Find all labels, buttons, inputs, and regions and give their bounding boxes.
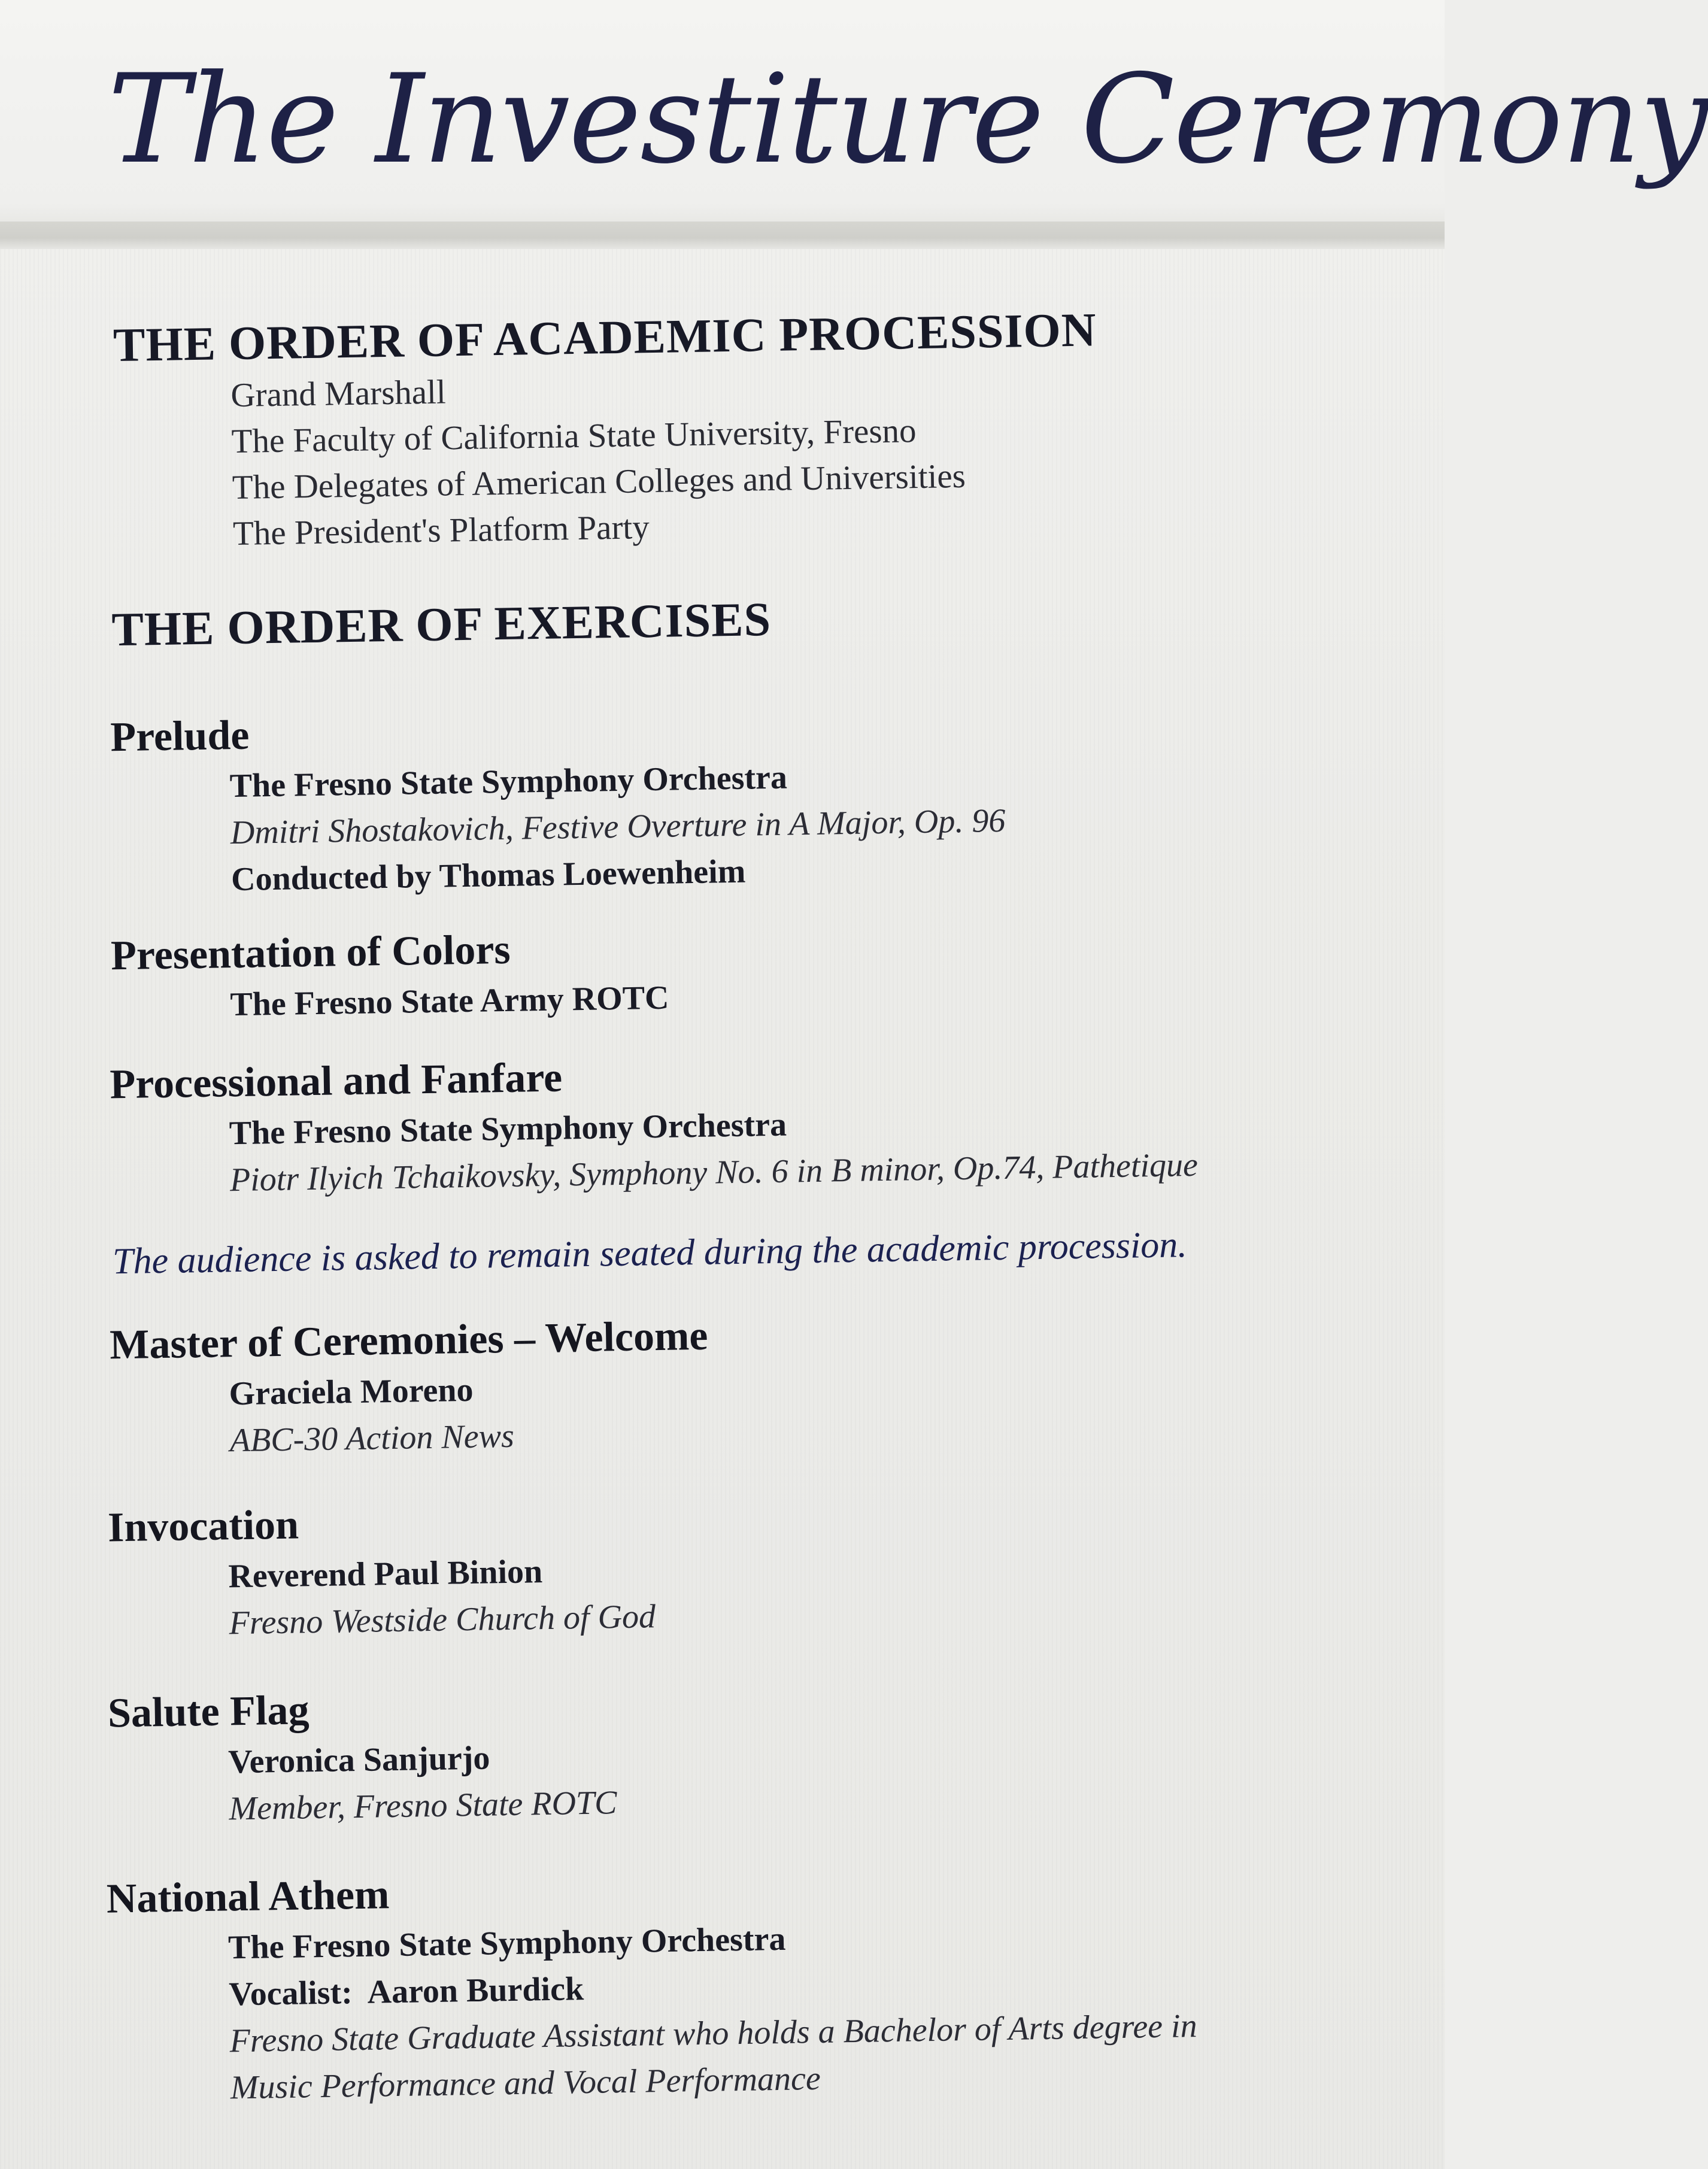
salute-name: Veronica Sanjurjo [227, 1739, 490, 1781]
procession-item: Grand Marshall [230, 373, 447, 415]
audience-note: The audience is asked to remain seated during the academic procession. [112, 1224, 1188, 1282]
invocation-affiliation: Fresno Westside Church of God [229, 1598, 656, 1642]
procession-heading: THE ORDER OF ACADEMIC PROCESSION [113, 304, 1097, 372]
welcome-section [110, 1309, 710, 1466]
welcome-affiliation: ABC-30 Action News [229, 1417, 515, 1460]
colors-section [110, 921, 669, 1030]
anthem-vocalist: Vocalist: Aaron Burdick [228, 1970, 584, 2013]
colors-heading: Presentation of Colors [110, 926, 511, 979]
salute-affiliation: Member, Fresno State ROTC [229, 1784, 617, 1828]
welcome-name: Graciela Moreno [229, 1371, 474, 1413]
welcome-heading: Master of Ceremonies – Welcome [109, 1312, 708, 1369]
procession-item: The Delegates of American Colleges and Universities [232, 457, 966, 507]
salute-heading: Salute Flag [107, 1687, 310, 1737]
anthem-bio-line2: Music Performance and Vocal Performance [230, 2059, 821, 2107]
processional-performer: The Fresno State Symphony Orchestra [229, 1106, 787, 1152]
exercises-heading: THE ORDER OF EXERCISES [111, 593, 772, 657]
procession-item: The President's Platform Party [232, 508, 650, 553]
processional-heading: Processional and Fanfare [109, 1054, 563, 1108]
invocation-name: Reverend Paul Binion [227, 1553, 543, 1595]
procession-item: The Faculty of California State University, Fresno [231, 412, 917, 461]
anthem-performer: The Fresno State Symphony Orchestra [227, 1920, 786, 1967]
invocation-heading: Invocation [107, 1501, 299, 1551]
prelude-conductor: Conducted by Thomas Loewenheim [230, 853, 746, 899]
invocation-section [107, 1492, 656, 1648]
salute-section [107, 1679, 617, 1834]
anthem-section [106, 1855, 1198, 2113]
anthem-bio-line1: Fresno State Graduate Assistant who holds a Bachelor of Arts degree in [229, 2007, 1198, 2060]
colors-performer: The Fresno State Army ROTC [229, 979, 669, 1024]
processional-piece: Piotr Ilyich Tchaikovsky, Symphony No. 6 in B minor, Op.74, Pathetique [229, 1146, 1199, 1199]
procession-section [113, 303, 1100, 559]
anthem-heading: National Athem [106, 1871, 390, 1922]
processional-section [110, 1041, 1199, 1205]
prelude-section [110, 697, 1006, 905]
page-title: The Investiture Ceremony [108, 48, 1708, 191]
prelude-heading: Prelude [110, 712, 250, 761]
prelude-performer: The Fresno State Symphony Orchestra [229, 759, 788, 805]
prelude-piece: Dmitri Shostakovich, Festive Overture in A Major, Op. 96 [230, 802, 1006, 852]
